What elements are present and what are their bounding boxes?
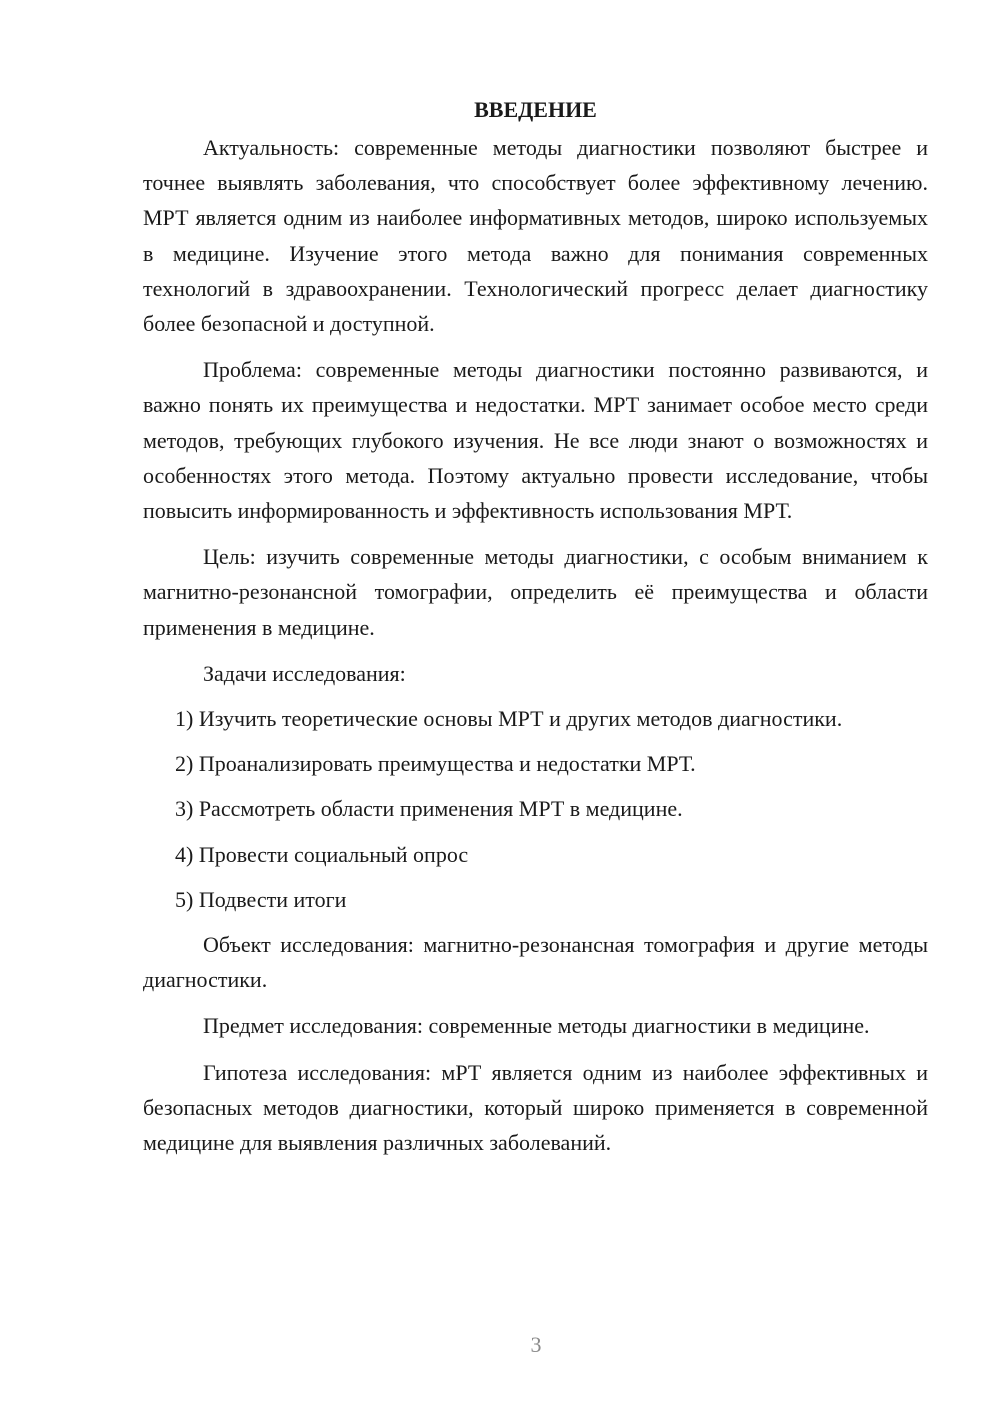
- task-item: 2) Проанализировать преимущества и недостатки МРТ.: [175, 751, 696, 777]
- document-page: [143, 92, 928, 1160]
- paragraph-relevance: Актуальность: современные методы диагностики позволяют быстрее и точнее выявлять заболевания, что способствует более эффективному лечению. МРТ является одним из наиболее информативных методов, широко используемых в медицине. Изучение этого метода важно для понимания современных технологий в здравоохранении. Технологический прогресс делает диагностику более безопасной и доступной.: [143, 135, 928, 337]
- task-item: 1) Изучить теоретические основы МРТ и других методов диагностики.: [175, 706, 843, 732]
- section-title: ВВЕДЕНИЕ: [474, 97, 597, 122]
- tasks-list: [143, 701, 928, 917]
- task-item: 3) Рассмотреть области применения МРТ в медицине.: [175, 796, 683, 822]
- page-number: 3: [530, 1332, 542, 1357]
- paragraph-problem: Проблема: современные методы диагностики постоянно развиваются, и важно понять их преимущества и недостатки. МРТ занимает особое место среди методов, требующих глубокого изучения. Не все люди знают о возможностях и особенностях этого метода. Поэтому актуально провести исследование, чтобы повысить информированность и эффективность использования МРТ.: [143, 357, 928, 524]
- paragraph-hypothesis: Гипотеза исследования: мРТ является одним из наиболее эффективных и безопасных методов диагностики, который широко применяется в современной медицине для выявления различных заболеваний.: [143, 1059, 928, 1156]
- task-item: 4) Провести социальный опрос: [175, 841, 469, 867]
- paragraph-subject: Предмет исследования: современные методы диагностики в медицине.: [203, 1013, 870, 1039]
- paragraph-object: Объект исследования: магнитно-резонансная томография и другие методы диагностики.: [143, 932, 928, 993]
- task-item: 5) Подвести итоги: [175, 886, 347, 912]
- tasks-heading: Задачи исследования:: [203, 660, 406, 686]
- paragraph-goal: Цель: изучить современные методы диагностики, с особым вниманием к магнитно-резонансной томографии, определить её преимущества и области применения в медицине.: [143, 544, 928, 640]
